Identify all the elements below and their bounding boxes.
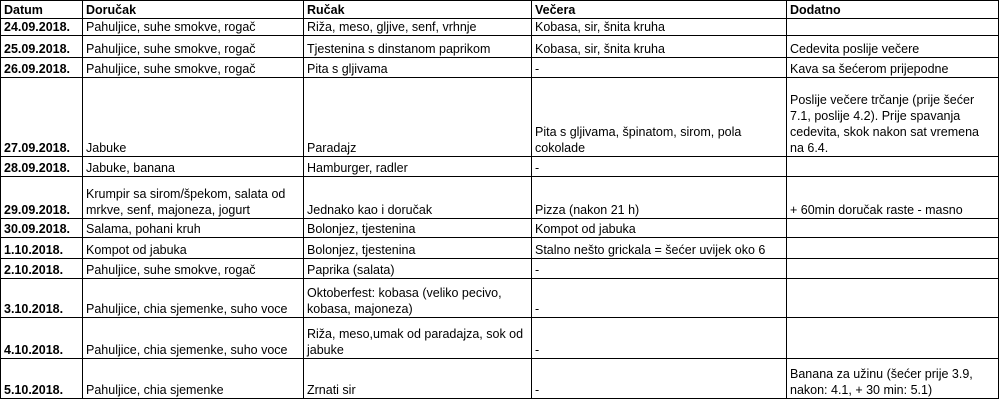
dinner-cell: Pizza (nakon 21 h) [532, 177, 787, 219]
lunch-cell: Paradajz [304, 78, 532, 157]
date-cell: 30.09.2018. [1, 219, 83, 238]
extra-cell [787, 318, 999, 359]
lunch-cell: Oktoberfest: kobasa (veliko pecivo, kobasa, majoneza) [304, 279, 532, 318]
header-dodatno: Dodatno [787, 1, 999, 19]
breakfast-cell: Pahuljice, chia sjemenke, suho voce [83, 318, 304, 359]
breakfast-cell: Pahuljice, suhe smokve, rogač [83, 259, 304, 279]
extra-cell: Poslije večere trčanje (prije šećer 7.1, poslije 4.2). Prije spavanja cedevita, skok nakon sat vremena na 6.4. [787, 78, 999, 157]
table-row [1, 36, 999, 58]
extra-cell: Banana za užinu (šećer prije 3.9, nakon: 4.1, + 30 min: 5.1) [787, 359, 999, 399]
breakfast-cell: Jabuke [83, 78, 304, 157]
table-row [1, 19, 999, 36]
breakfast-cell: Pahuljice, suhe smokve, rogač [83, 36, 304, 58]
dinner-cell: - [532, 318, 787, 359]
table-row [1, 259, 999, 279]
breakfast-cell: Pahuljice, chia sjemenke [83, 359, 304, 399]
dinner-cell: - [532, 157, 787, 177]
table-row [1, 219, 999, 238]
extra-cell [787, 219, 999, 238]
extra-cell [787, 19, 999, 36]
date-cell: 24.09.2018. [1, 19, 83, 36]
date-cell: 2.10.2018. [1, 259, 83, 279]
lunch-cell: Jednako kao i doručak [304, 177, 532, 219]
lunch-cell: Hamburger, radler [304, 157, 532, 177]
breakfast-cell: Salama, pohani kruh [83, 219, 304, 238]
dinner-cell: Kobasa, sir, šnita kruha [532, 19, 787, 36]
table-row [1, 177, 999, 219]
breakfast-cell: Pahuljice, suhe smokve, rogač [83, 19, 304, 36]
table-row [1, 238, 999, 259]
breakfast-cell: Pahuljice, suhe smokve, rogač [83, 58, 304, 78]
dinner-cell: Kobasa, sir, šnita kruha [532, 36, 787, 58]
dinner-cell: Kompot od jabuka [532, 219, 787, 238]
table-row [1, 318, 999, 359]
header-row [1, 1, 999, 19]
header-datum: Datum [1, 1, 83, 19]
lunch-cell: Bolonjez, tjestenina [304, 238, 532, 259]
date-cell: 26.09.2018. [1, 58, 83, 78]
extra-cell: Kava sa šećerom prijepodne [787, 58, 999, 78]
table-row [1, 157, 999, 177]
date-cell: 1.10.2018. [1, 238, 83, 259]
date-cell: 29.09.2018. [1, 177, 83, 219]
table-row [1, 359, 999, 399]
dinner-cell: - [532, 58, 787, 78]
date-cell: 27.09.2018. [1, 78, 83, 157]
extra-cell [787, 259, 999, 279]
table-row [1, 279, 999, 318]
lunch-cell: Bolonjez, tjestenina [304, 219, 532, 238]
lunch-cell: Paprika (salata) [304, 259, 532, 279]
breakfast-cell: Krumpir sa sirom/špekom, salata od mrkve, senf, majoneza, jogurt [83, 177, 304, 219]
lunch-cell: Zrnati sir [304, 359, 532, 399]
dinner-cell: - [532, 279, 787, 318]
date-cell: 25.09.2018. [1, 36, 83, 58]
header-rucak: Ručak [304, 1, 532, 19]
date-cell: 5.10.2018. [1, 359, 83, 399]
extra-cell [787, 157, 999, 177]
extra-cell [787, 238, 999, 259]
lunch-cell: Pita s gljivama [304, 58, 532, 78]
date-cell: 4.10.2018. [1, 318, 83, 359]
lunch-cell: Riža, meso,umak od paradajza, sok od jabuke [304, 318, 532, 359]
header-dorucak: Doručak [83, 1, 304, 19]
dinner-cell: - [532, 259, 787, 279]
lunch-cell: Riža, meso, gljive, senf, vrhnje [304, 19, 532, 36]
breakfast-cell: Pahuljice, chia sjemenke, suho voce [83, 279, 304, 318]
lunch-cell: Tjestenina s dinstanom paprikom [304, 36, 532, 58]
dinner-cell: - [532, 359, 787, 399]
breakfast-cell: Kompot od jabuka [83, 238, 304, 259]
extra-cell [787, 279, 999, 318]
date-cell: 3.10.2018. [1, 279, 83, 318]
extra-cell: + 60min doručak raste - masno [787, 177, 999, 219]
table-row [1, 78, 999, 157]
date-cell: 28.09.2018. [1, 157, 83, 177]
header-vecera: Večera [532, 1, 787, 19]
table-row [1, 58, 999, 78]
dinner-cell: Stalno nešto grickala = šećer uvijek oko 6 [532, 238, 787, 259]
breakfast-cell: Jabuke, banana [83, 157, 304, 177]
dinner-cell: Pita s gljivama, špinatom, sirom, pola cokolade [532, 78, 787, 157]
extra-cell: Cedevita poslije večere [787, 36, 999, 58]
